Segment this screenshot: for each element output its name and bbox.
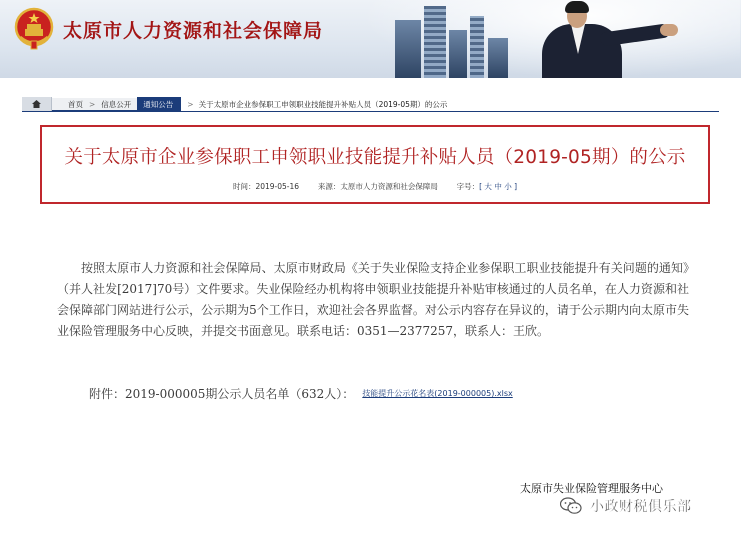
article-paragraph: 按照太原市人力资源和社会保障局、太原市财政局《关于失业保险支持企业参保职工职业技能提升有关问题的通知》（并人社发[2017]70号）文件要求。失业保险经办机构将申领职业技能提升补贴审核通过的人员名单，在人力资源和社会保障部门网站进行公示，公示期为5个工作日，欢迎社会各界监督。对公示内容存在异议的，请于公示期内向太原市失业保险管理服务中心反映，并提交书面意见。联系电话：0351—2377257，联系人：王欣。: [57, 261, 689, 338]
national-emblem-icon[interactable]: [14, 7, 54, 51]
breadcrumb: [22, 98, 719, 112]
issuer-signature: 太原市失业保险管理服务中心: [520, 482, 663, 495]
breadcrumb-trail: [181, 97, 719, 111]
home-tab[interactable]: [22, 97, 52, 111]
breadcrumb-separator: >: [187, 99, 194, 109]
breadcrumb-section[interactable]: 信息公开: [101, 99, 132, 109]
article-title-box: [40, 125, 710, 204]
article-title: 关于太原市企业参保职工申领职业技能提升补贴人员（2019-05期）的公示: [64, 147, 686, 168]
date-label: 时间：: [232, 182, 256, 191]
banner-building: [449, 30, 467, 78]
source-label: 来源：: [317, 182, 341, 191]
banner-building: [395, 20, 421, 78]
attachment-link[interactable]: 技能提升公示花名表(2019-000005).xlsx: [362, 389, 513, 398]
breadcrumb-separator: >: [89, 99, 96, 109]
site-name[interactable]: 太原市人力资源和社会保障局: [63, 20, 324, 42]
banner-building: [488, 38, 508, 78]
breadcrumb-current: 关于太原市企业参保职工申领职业技能提升补贴人员（2019-05期）的公示: [198, 99, 448, 109]
attachment-row: [89, 385, 513, 402]
font-size-label: 字号：: [456, 182, 480, 191]
banner-building: [470, 16, 484, 78]
watermark: [560, 496, 692, 516]
site-header-banner: [0, 0, 741, 78]
font-size-controls[interactable]: [ 大 中 小 ]: [479, 182, 518, 191]
breadcrumb-category-tab[interactable]: [137, 97, 181, 111]
breadcrumb-home[interactable]: 首页: [68, 99, 83, 109]
article-source: 太原市人力资源和社会保障局: [340, 182, 438, 191]
wechat-icon: [560, 497, 582, 515]
banner-building: [424, 6, 446, 78]
watermark-text: 小政财税俱乐部: [590, 499, 692, 515]
publish-date: 2019-05-16: [255, 182, 300, 191]
attachment-label: 附件：2019-000005期公示人员名单（632人）：: [89, 387, 355, 401]
home-icon: [32, 100, 41, 108]
article-body: [57, 258, 689, 342]
article-meta: [42, 181, 708, 192]
breadcrumb-category[interactable]: 通知公告: [143, 99, 174, 109]
